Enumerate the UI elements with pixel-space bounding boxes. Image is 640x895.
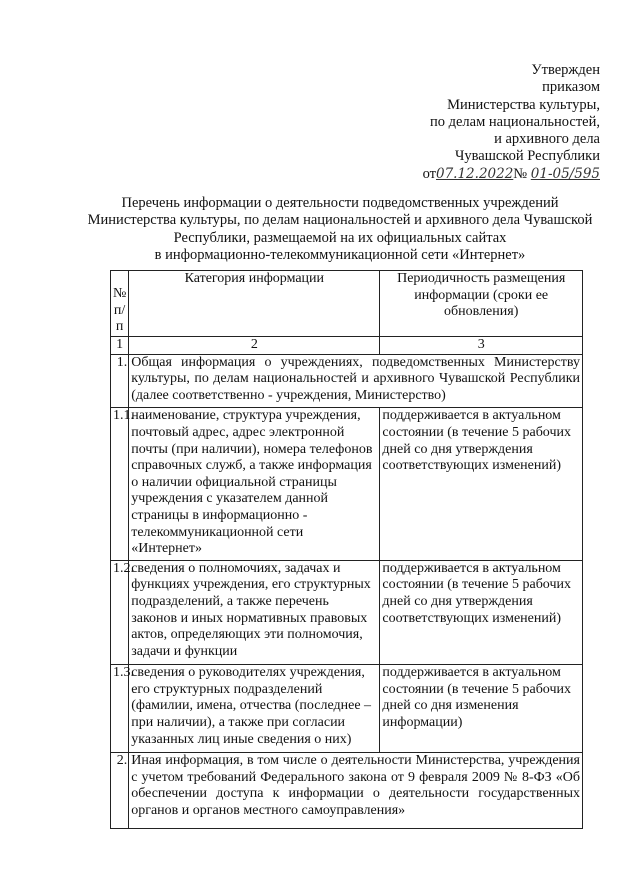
index-cell: 2 [129, 337, 380, 355]
row-section-text: Общая информация о учреждениях, подведомственных Министерству культуры, по делам национальностей и архивного Чувашской Республики (далее соответственно - учреждения, Министерство) [129, 354, 583, 408]
index-cell: 1 [111, 337, 129, 355]
approval-line: Министерства культуры, [447, 96, 600, 113]
table-header-row [111, 271, 583, 337]
number-prefix: № [513, 165, 528, 182]
order-date-number [423, 166, 600, 183]
approval-line: и архивного дела [494, 131, 600, 148]
title-line: в информационно-телекоммуникационной сети «Интернет» [154, 246, 526, 263]
row-period: поддерживается в актуальном состоянии (в течение 5 рабочих дней со дня утверждения соответствующих изменений) [380, 408, 583, 560]
header-category: Категория информации [129, 271, 380, 337]
index-cell: 3 [380, 337, 583, 355]
handwritten-number: 01-05/595 [530, 165, 600, 182]
row-category: наименование, структура учреждения, почтовый адрес, адрес электронной почты (при наличии), номера телефонов справочных служб, а также информация о наличии официальной страницы учреждения с указателем данной страницы в информационно - телекоммуникационной сети «Интернет» [129, 408, 380, 560]
information-table [110, 270, 583, 829]
document-title [80, 195, 600, 264]
approval-stamp [423, 62, 600, 183]
row-section-text: Иная информация, в том числе о деятельности Министерства, учреждения с учетом требований Федерального закона от 9 февраля 2009 № 8-ФЗ «Об обеспечении доступа к информации о деятельности государственных органов и органов местного самоуправления» [129, 753, 583, 828]
date-prefix: от [422, 165, 436, 182]
row-period: поддерживается в актуальном состоянии (в течение 5 рабочих дней со дня утверждения соответствующих изменений) [380, 560, 583, 665]
approval-line: Утвержден [531, 62, 600, 78]
table-row [111, 753, 583, 828]
handwritten-date: 07.12.2022 [436, 165, 514, 182]
row-category: сведения о полномочиях, задачах и функциях учреждения, его структурных подразделений, а также перечень законов и иных нормативных правовых актов, определяющих эти полномочия, задачи и функции [129, 560, 380, 665]
title-line: Министерства культуры, по делам национальностей и архивного дела Чувашской [87, 212, 593, 229]
approval-line: по делам национальностей, [429, 113, 600, 130]
row-period: поддерживается в актуальном состоянии (в течение 5 рабочих дней со дня изменения информации) [380, 665, 583, 753]
approval-line: Чувашской Республики [454, 148, 600, 165]
row-number: 1.1. [111, 408, 129, 560]
table-row [111, 408, 583, 560]
approval-line: приказом [542, 79, 600, 96]
row-number: 2. [111, 753, 129, 828]
header-num: № п/п [111, 271, 129, 337]
table-index-row [111, 337, 583, 355]
row-number: 1. [111, 354, 129, 408]
row-category: сведения о руководителях учреждения, его структурных подразделений (фамилии, имена, отчества (последнее – при наличии), а также при согласии указанных лиц иные сведения о них) [129, 665, 380, 753]
title-line: Республики, размещаемой на их официальных сайтах [173, 229, 507, 246]
row-number: 1.3. [111, 665, 129, 753]
table-row [111, 354, 583, 408]
table-row [111, 560, 583, 665]
title-line: Перечень информации о деятельности подведомственных учреждений [121, 195, 559, 211]
header-period: Периодичность размещения информации (сроки ее обновления) [380, 271, 583, 337]
row-number: 1.2. [111, 560, 129, 665]
table-row [111, 665, 583, 753]
